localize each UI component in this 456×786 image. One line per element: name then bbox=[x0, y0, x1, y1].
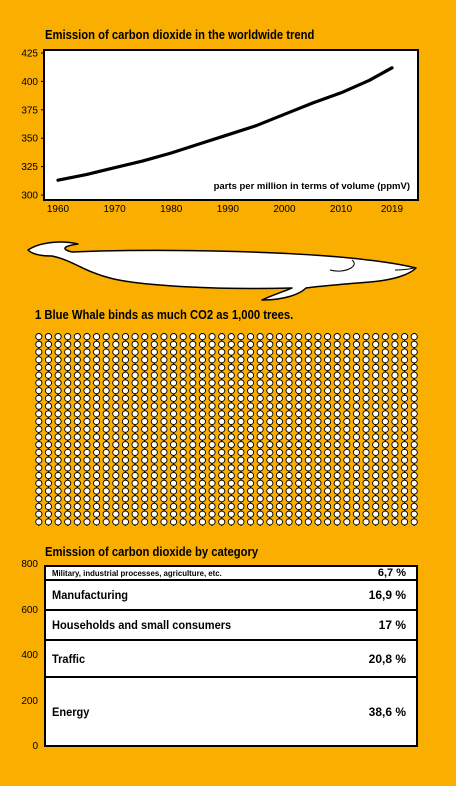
tree-icon bbox=[305, 519, 311, 526]
tree-icon bbox=[132, 519, 138, 526]
tree-icon bbox=[286, 519, 292, 526]
category-value: 17 % bbox=[378, 618, 406, 633]
blue-whale-illustration bbox=[0, 230, 456, 310]
tree-icon bbox=[382, 519, 388, 526]
tree-icon bbox=[84, 519, 90, 526]
tree-icon bbox=[334, 519, 340, 526]
category-row bbox=[46, 676, 416, 745]
x-tick-label: 1960 bbox=[46, 204, 70, 215]
tree-icon bbox=[151, 519, 157, 526]
category-value: 6,7 % bbox=[377, 566, 406, 579]
tree-icon bbox=[199, 519, 205, 526]
x-tick-label: 2019 bbox=[380, 204, 404, 215]
tree-icon bbox=[353, 519, 359, 526]
tree-icon bbox=[392, 519, 398, 526]
tree-icon bbox=[363, 519, 369, 526]
x-tick-label: 1990 bbox=[216, 204, 239, 215]
y-tick-label: 425 bbox=[21, 48, 38, 60]
category-row bbox=[46, 567, 416, 579]
tree-icon bbox=[315, 519, 321, 526]
tree-icon bbox=[257, 519, 263, 526]
category-row bbox=[46, 639, 416, 676]
category-label: Energy bbox=[52, 704, 90, 719]
category-label: Manufacturing bbox=[52, 587, 129, 602]
tree-icon bbox=[344, 519, 350, 526]
y-tick-label: 400 bbox=[21, 76, 38, 88]
tree-grid bbox=[34, 333, 419, 526]
whale-caption: 1 Blue Whale binds as much CO2 as 1,000 trees. bbox=[35, 308, 294, 322]
x-tick-label: 1970 bbox=[103, 204, 126, 215]
tree-icon bbox=[142, 519, 148, 526]
tree-icon bbox=[238, 519, 244, 526]
tree-icon bbox=[401, 519, 407, 526]
tree-icon bbox=[228, 519, 234, 526]
category-y-tick-label: 0 bbox=[32, 741, 38, 752]
tree-icon bbox=[180, 519, 186, 526]
tree-icon bbox=[190, 519, 196, 526]
unit-label: parts per million in terms of volume (ppmV) bbox=[213, 181, 410, 192]
tree-icon bbox=[296, 519, 302, 526]
category-label: Traffic bbox=[52, 651, 86, 666]
tree-icon bbox=[45, 519, 51, 526]
category-chart-title: Emission of carbon dioxide by category bbox=[45, 545, 259, 559]
y-tick-label: 300 bbox=[21, 190, 38, 202]
x-tick-label: 2010 bbox=[329, 204, 353, 215]
category-label: Military, industrial processes, agriculture, etc. bbox=[52, 567, 222, 578]
tree-icon bbox=[113, 519, 119, 526]
category-value: 20,8 % bbox=[368, 651, 406, 666]
line-chart-title: Emission of carbon dioxide in the worldwide trend bbox=[45, 28, 315, 42]
tree-icon bbox=[267, 519, 273, 526]
y-tick-label: 375 bbox=[21, 105, 38, 117]
category-value: 38,6 % bbox=[368, 704, 406, 719]
tree-icon bbox=[161, 519, 167, 526]
tree-icon bbox=[411, 519, 417, 526]
tree-icon bbox=[373, 519, 379, 526]
tree-icon bbox=[103, 519, 109, 526]
whale-body bbox=[28, 242, 416, 300]
tree-icon bbox=[247, 519, 253, 526]
category-row bbox=[46, 579, 416, 609]
tree-icon bbox=[170, 519, 176, 526]
tree-icon bbox=[209, 519, 215, 526]
category-value: 16,9 % bbox=[368, 587, 406, 602]
tree-icon bbox=[122, 519, 128, 526]
tree-icon bbox=[219, 519, 225, 526]
line-chart-panel bbox=[44, 50, 418, 200]
y-tick-label: 325 bbox=[21, 162, 38, 174]
tree-icon bbox=[36, 519, 42, 526]
category-y-tick-label: 200 bbox=[21, 695, 38, 707]
x-tick-label: 2000 bbox=[273, 204, 296, 215]
category-panel bbox=[44, 565, 418, 747]
tree-icon bbox=[93, 519, 99, 526]
tree-icon bbox=[324, 519, 330, 526]
y-tick-label: 350 bbox=[21, 133, 38, 145]
category-label: Households and small consumers bbox=[52, 618, 232, 633]
category-row bbox=[46, 609, 416, 639]
line-chart bbox=[0, 40, 456, 220]
tree-icon bbox=[55, 519, 61, 526]
category-y-tick-label: 400 bbox=[21, 650, 38, 661]
x-tick-label: 1980 bbox=[160, 204, 183, 215]
tree-icon bbox=[276, 519, 282, 526]
tree-icon bbox=[65, 519, 71, 526]
tree-icon bbox=[74, 519, 80, 526]
category-y-tick-label: 600 bbox=[21, 604, 38, 616]
category-y-tick-label: 800 bbox=[21, 559, 38, 570]
